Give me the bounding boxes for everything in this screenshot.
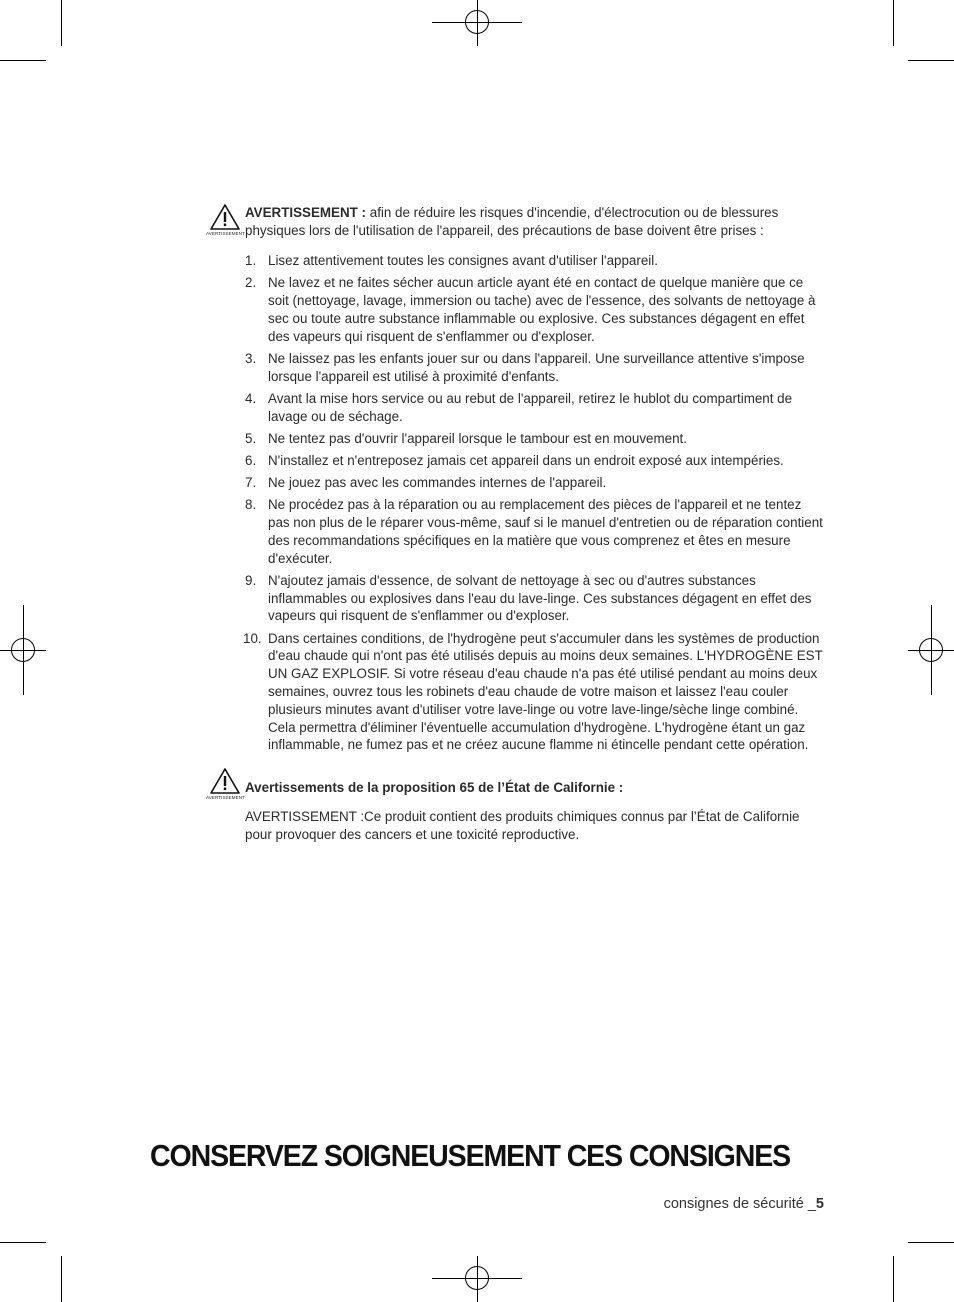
page-footer xyxy=(664,1196,824,1212)
prop65-body: AVERTISSEMENT :Ce produit contient des produits chimiques connus par l’État de Californie pour provoquer des cancers et une toxicité reproductive. xyxy=(245,809,800,842)
page-number: 5 xyxy=(815,1196,824,1212)
list-item-text: Ne tentez pas d'ouvrir l'appareil lorsque le tambour est en mouvement. xyxy=(268,430,687,446)
list-item xyxy=(243,452,823,470)
crop-mark xyxy=(908,1242,954,1243)
prop65-heading: Avertissements de la proposition 65 de l’État de Californie : xyxy=(245,780,624,795)
footer-section-name: consignes de sécurité _ xyxy=(663,1196,816,1212)
list-item-text: Ne jouez pas avec les commandes internes de l'appareil. xyxy=(268,475,607,491)
warning-triangle-icon xyxy=(210,768,240,794)
list-item xyxy=(243,572,823,625)
list-item xyxy=(243,252,823,270)
list-item-text: Ne lavez et ne faites sécher aucun article ayant été en contact de quelque manière que ce soit (nettoyage, lavage, immersion ou tache) avec de l'essence, des solvants de nettoyage à sec ou toute autre substance inflammable ou explosive. Ces substances dégagent en effet des vapeurs qui risquent de s'enflammer ou d'exploser. xyxy=(268,275,816,344)
list-item-text: Lisez attentivement toutes les consignes avant d'utiliser l'appareil. xyxy=(268,253,658,268)
list-item-number: 9. xyxy=(245,572,257,588)
list-item-text: Dans certaines conditions, de l'hydrogène peut s'accumuler dans les systèmes de production d'eau chaude qui n'ont pas été utilisés depuis au moins deux semaines. L'HYDROGÈNE EST UN GAZ EXPLOSIF. Si votre réseau d'eau chaude n'a pas été utilisé pendant au moins deux semaines, ouvrez tous les robinets d'eau chaude de votre maison et laissez l'eau couler plusieurs minutes avant d'utiliser votre lave-linge ou votre lave-linge/sèche linge combiné. Cela permettra d'éliminer l'éventuelle accumulation d'hydrogène. L'hydrogène étant un gaz inflammable, ne fumez pas et ne créez aucune flamme ni étincelle pendant cette opération. xyxy=(268,630,823,753)
warning-icon-group xyxy=(206,768,246,800)
list-item-number: 6. xyxy=(245,452,257,468)
list-item xyxy=(243,474,823,492)
list-item-number: 5. xyxy=(245,430,257,446)
list-item-number: 8. xyxy=(245,497,257,513)
crop-mark xyxy=(61,1256,62,1302)
registration-circle xyxy=(919,638,943,662)
registration-circle xyxy=(465,1266,489,1290)
warning-icon-group xyxy=(206,204,246,236)
list-item-text: Avant la mise hors service ou au rebut de l'appareil, retirez le hublot du compartiment de lavage ou de séchage. xyxy=(268,390,793,424)
registration-circle xyxy=(11,638,35,662)
warning-block xyxy=(206,204,826,240)
list-item-text: N'installez et n'entreposez jamais cet appareil dans un endroit exposé aux intempéries. xyxy=(268,452,784,468)
list-item-number: 4. xyxy=(245,390,257,406)
list-item-number: 7. xyxy=(245,475,257,491)
warning-intro xyxy=(245,204,826,240)
list-item xyxy=(243,274,823,345)
crop-mark xyxy=(0,1242,46,1243)
warning-intro-text: afin de réduire les risques d'incendie, d'électrocution ou de blessures physiques lors de l'utilisation de l'appareil, des précautions de base doivent être prises : xyxy=(245,205,779,238)
warning-icon-caption: AVERTISSEMENT xyxy=(206,795,245,800)
list-item-text: N'ajoutez jamais d'essence, de solvant de nettoyage à sec ou d'autres substances inflammables ou explosives dans l'eau du lave-linge. Ces substances dégagent en effet des vapeurs qui risquent de s'enflammer ou d'exploser. xyxy=(268,572,812,624)
crop-mark xyxy=(0,60,46,61)
list-item xyxy=(243,430,823,448)
list-item-text: Ne laissez pas les enfants jouer sur ou dans l'appareil. Une surveillance attentive s'impose lorsque l'appareil est utilisé à proximité d'enfants. xyxy=(268,350,805,384)
list-item xyxy=(243,496,823,567)
list-item xyxy=(243,630,823,755)
list-item-number: 1. xyxy=(245,253,257,268)
crop-mark xyxy=(908,60,954,61)
crop-mark xyxy=(893,0,894,46)
crop-mark xyxy=(61,0,62,46)
list-item-text: Ne procédez pas à la réparation ou au remplacement des pièces de l'appareil et ne tentez pas non plus de le réparer vous-même, sauf si le manuel d'entretien ou de réparation contient des recommandations spécifiques en la matière que vous comprenez et êtes en mesure d'exécuter. xyxy=(268,497,823,566)
crop-mark xyxy=(893,1256,894,1302)
warning-triangle-icon xyxy=(210,204,240,230)
list-item xyxy=(243,350,823,386)
registration-circle xyxy=(465,10,489,34)
prop65-warning-block xyxy=(206,768,826,800)
prop65-heading-row xyxy=(245,768,826,797)
warning-heading: AVERTISSEMENT : xyxy=(245,205,367,220)
page-title: CONSERVEZ SOIGNEUSEMENT CES CONSIGNES xyxy=(150,1138,791,1173)
list-item-number: 3. xyxy=(245,350,257,366)
list-item xyxy=(243,390,823,426)
list-item-number: 10. xyxy=(243,630,262,646)
safety-instructions-list xyxy=(243,252,823,759)
list-item-number: 2. xyxy=(245,275,257,291)
warning-icon-caption: AVERTISSEMENT xyxy=(206,231,245,236)
